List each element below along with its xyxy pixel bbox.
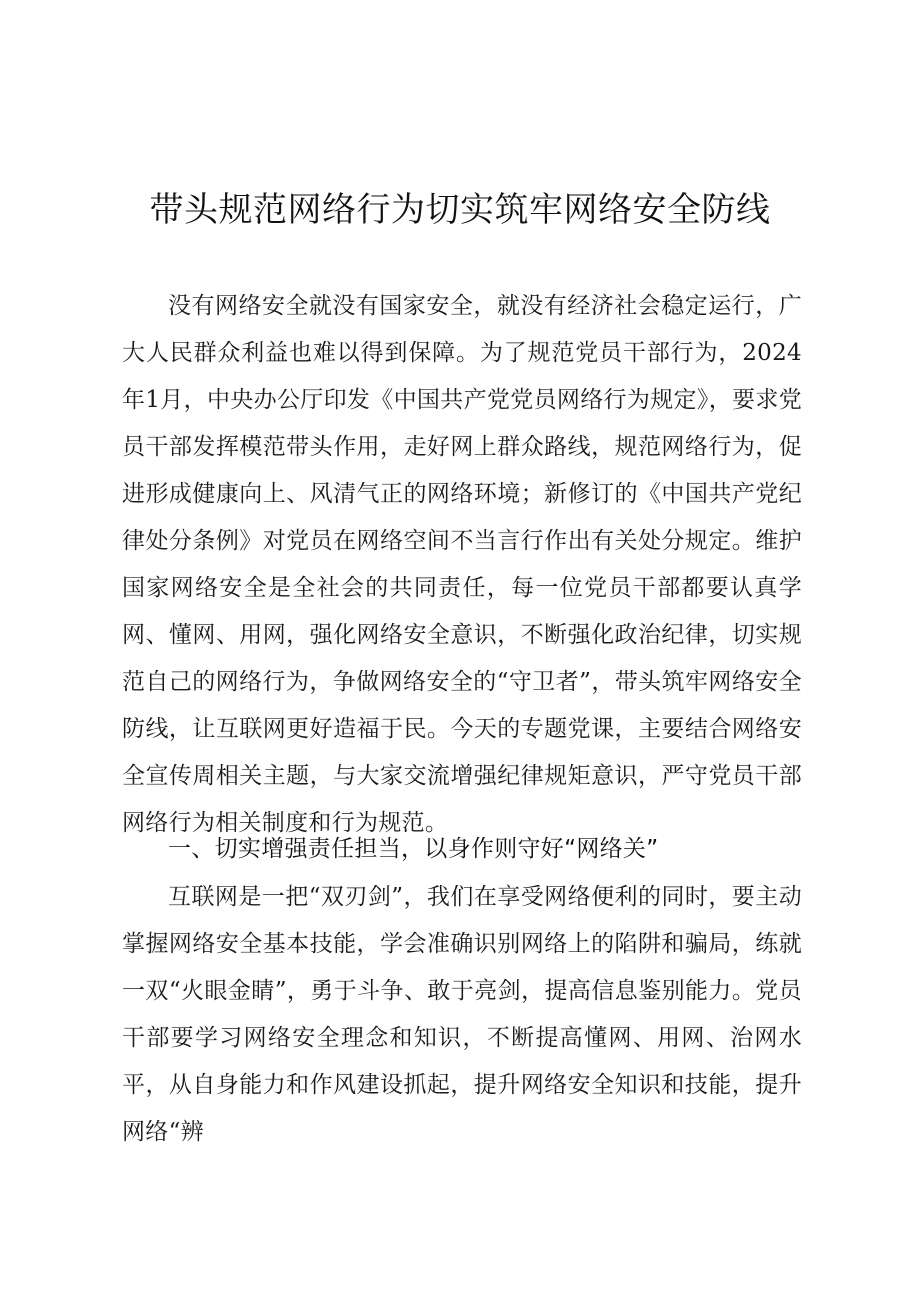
intro-paragraph: 没有网络安全就没有国家安全，就没有经济社会稳定运行，广大人民群众利益也难以得到保障。为了规范党员干部行为，2024年1月，中央办公厅印发《中国共产党党员网络行为规定》，要求党员干部发挥模范带头作用，走好网上群众路线，规范网络行为，促进形成健康向上、风清气正的网络环境；新修订的《中国共产党纪律处分条例》对党员在网络空间不当言行作出有关处分规定。维护国家网络安全是全社会的共同责任，每一位党员干部都要认真学网、懂网、用网，强化网络安全意识，不断强化政治纪律，切实规范自己的网络行为，争做网络安全的“守卫者”，带头筑牢网络安全防线，让互联网更好造福于民。今天的专题党课，主要结合网络安全宣传周相关主题，与大家交流增强纪律规矩意识，严守党员干部网络行为相关制度和行为规范。 <box>122 293 802 836</box>
document-title: 带头规范网络行为切实筑牢网络安全防线 <box>149 190 771 230</box>
section-paragraph: 互联网是一把“双刃剑”，我们在享受网络便利的同时，要主动掌握网络安全基本技能，学会准确识别网络上的陷阱和骗局，练就一双“火眼金睛”，勇于斗争、敢于亮剑，提高信息鉴别能力。党员干部要学习网络安全理念和知识，不断提高懂网、用网、治网水平，从自身能力和作风建设抓起，提升网络安全知识和技能，提升网络“辨 <box>122 884 802 1145</box>
section-heading: 一、切实增强责任担当，以身作则守好“网络关” <box>168 836 659 862</box>
